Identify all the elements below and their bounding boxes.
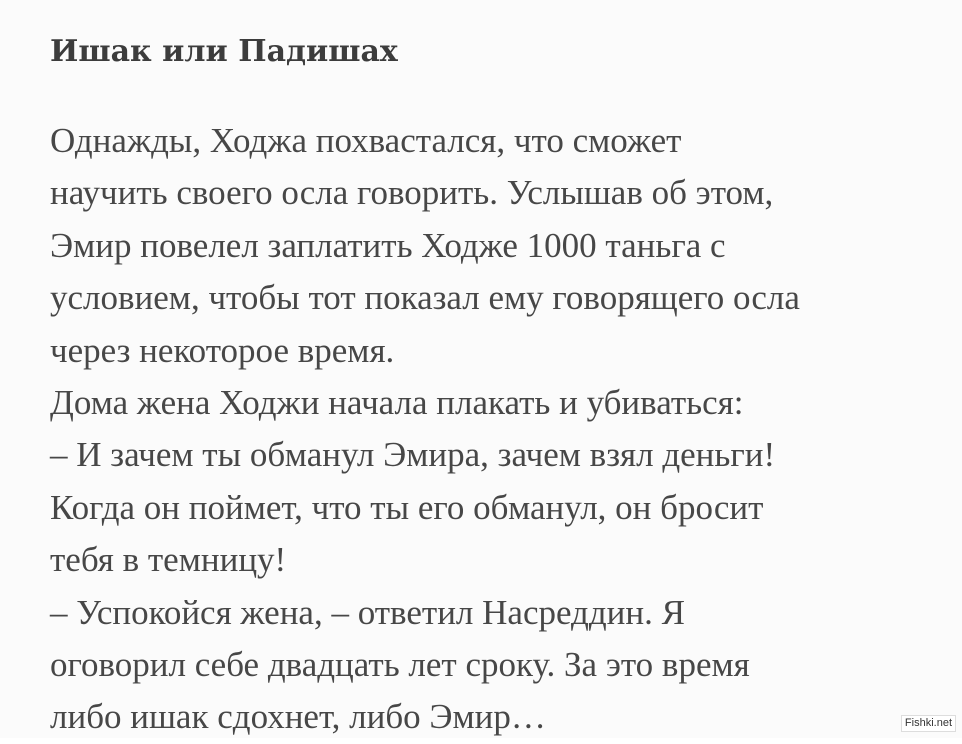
text-line: – Успокойся жена, – ответил Насреддин. Я bbox=[50, 592, 685, 632]
article-body bbox=[50, 115, 950, 744]
text-line: Дома жена Ходжи начала плакать и убиваться: bbox=[50, 382, 744, 422]
text-line: научить своего осла говорить. Услышав об этом, bbox=[50, 173, 774, 213]
text-line: Эмир повелел заплатить Ходже 1000 таньга с bbox=[50, 225, 726, 265]
text-line: условием, чтобы тот показал ему говорящего осла bbox=[50, 278, 800, 318]
text-line: – И зачем ты обманул Эмира, зачем взял деньги! bbox=[50, 435, 776, 475]
watermark: Fishki.net bbox=[901, 715, 956, 732]
text-line: оговорил себе двадцать лет сроку. За это время bbox=[50, 644, 750, 684]
article-title: Ишак или Падишах bbox=[50, 34, 398, 69]
text-line: через некоторое время. bbox=[50, 330, 395, 370]
text-line: Однажды, Ходжа похвастался, что сможет bbox=[50, 121, 682, 160]
text-line: либо ишак сдохнет, либо Эмир… bbox=[50, 697, 546, 737]
text-line: Когда он поймет, что ты его обманул, он бросит bbox=[50, 487, 764, 527]
text-line: тебя в темницу! bbox=[50, 540, 287, 580]
